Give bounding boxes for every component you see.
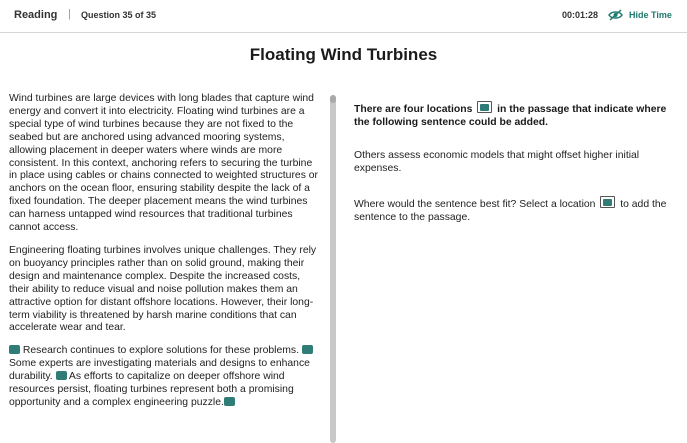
prompt-text-2: in the passage that indicate where the following sentence could be added. [354,104,667,128]
paragraph-3-part-1: Research continues to explore solutions for these problems. [22,345,299,357]
insertion-marker-icon [477,101,492,113]
scrollbar-thumb[interactable] [330,95,336,103]
question-instruction [354,196,674,225]
passage-title: Floating Wind Turbines [249,45,438,64]
question-counter: Question 35 of 35 [81,10,157,20]
instruction-text-2: to add the sentence to the passage. [354,199,667,223]
passage-paragraph-3 [9,345,321,410]
paragraph-3-part-3: As efforts to capitalize on deeper offshore wind resources persist, floating turbines represent both a promising opportunity and a complex engineering puzzle. [9,371,294,408]
question-prompt [354,101,674,130]
prompt-text-1: There are four locations [354,104,473,115]
insertion-marker-a[interactable] [9,345,20,354]
paragraph-3-part-2: Some experts are investigating materials and designs to enhance durability. [9,358,310,383]
hide-time-button[interactable]: Hide Time [629,10,672,20]
insertion-marker-icon [600,196,615,208]
passage-paragraph-1: Wind turbines are large devices with long blades that capture wind energy and convert it into electricity. Floating wind turbines are a special type of wind turbines because they are not fixed to the seabed but are anchored using advanced mooring systems, allowing placement in deeper waters where winds are more consistent. In this context, anchoring refers to securing the turbine in place using cables or chains connected to weighted structures or anchors on the ocean floor, ensuring stability despite the lack of a fixed foundation. The deeper placement means the wind turbines can harness untapped wind resources that traditional turbines cannot access. [9,93,319,234]
insertion-marker-c[interactable] [56,371,67,380]
timer: 00:01:28 [562,10,599,20]
header-separator: | [68,8,71,20]
sentence-to-insert: Others assess economic models that might offset higher initial expenses. [354,150,640,174]
passage-paragraph-2: Engineering floating turbines involves unique challenges. They rely on buoyancy principles rather than on solid ground, making their design and maintenance complex. Despite the increased costs, their ability to reduce visual and noise pollution makes them an attractive option for distant offshore locations. However, their long-term viability is threatened by harsh marine conditions that can accelerate wear and tear. [9,244,317,334]
instruction-text-1: Where would the sentence best fit? Select a location [354,199,596,210]
eye-slash-icon[interactable] [608,9,623,21]
pane-divider-scrollbar[interactable] [330,95,336,443]
reading-passage [9,93,321,420]
top-bar [0,0,687,33]
insertion-marker-d[interactable] [224,397,235,406]
insertion-marker-b[interactable] [302,345,313,354]
section-name: Reading [14,9,58,21]
